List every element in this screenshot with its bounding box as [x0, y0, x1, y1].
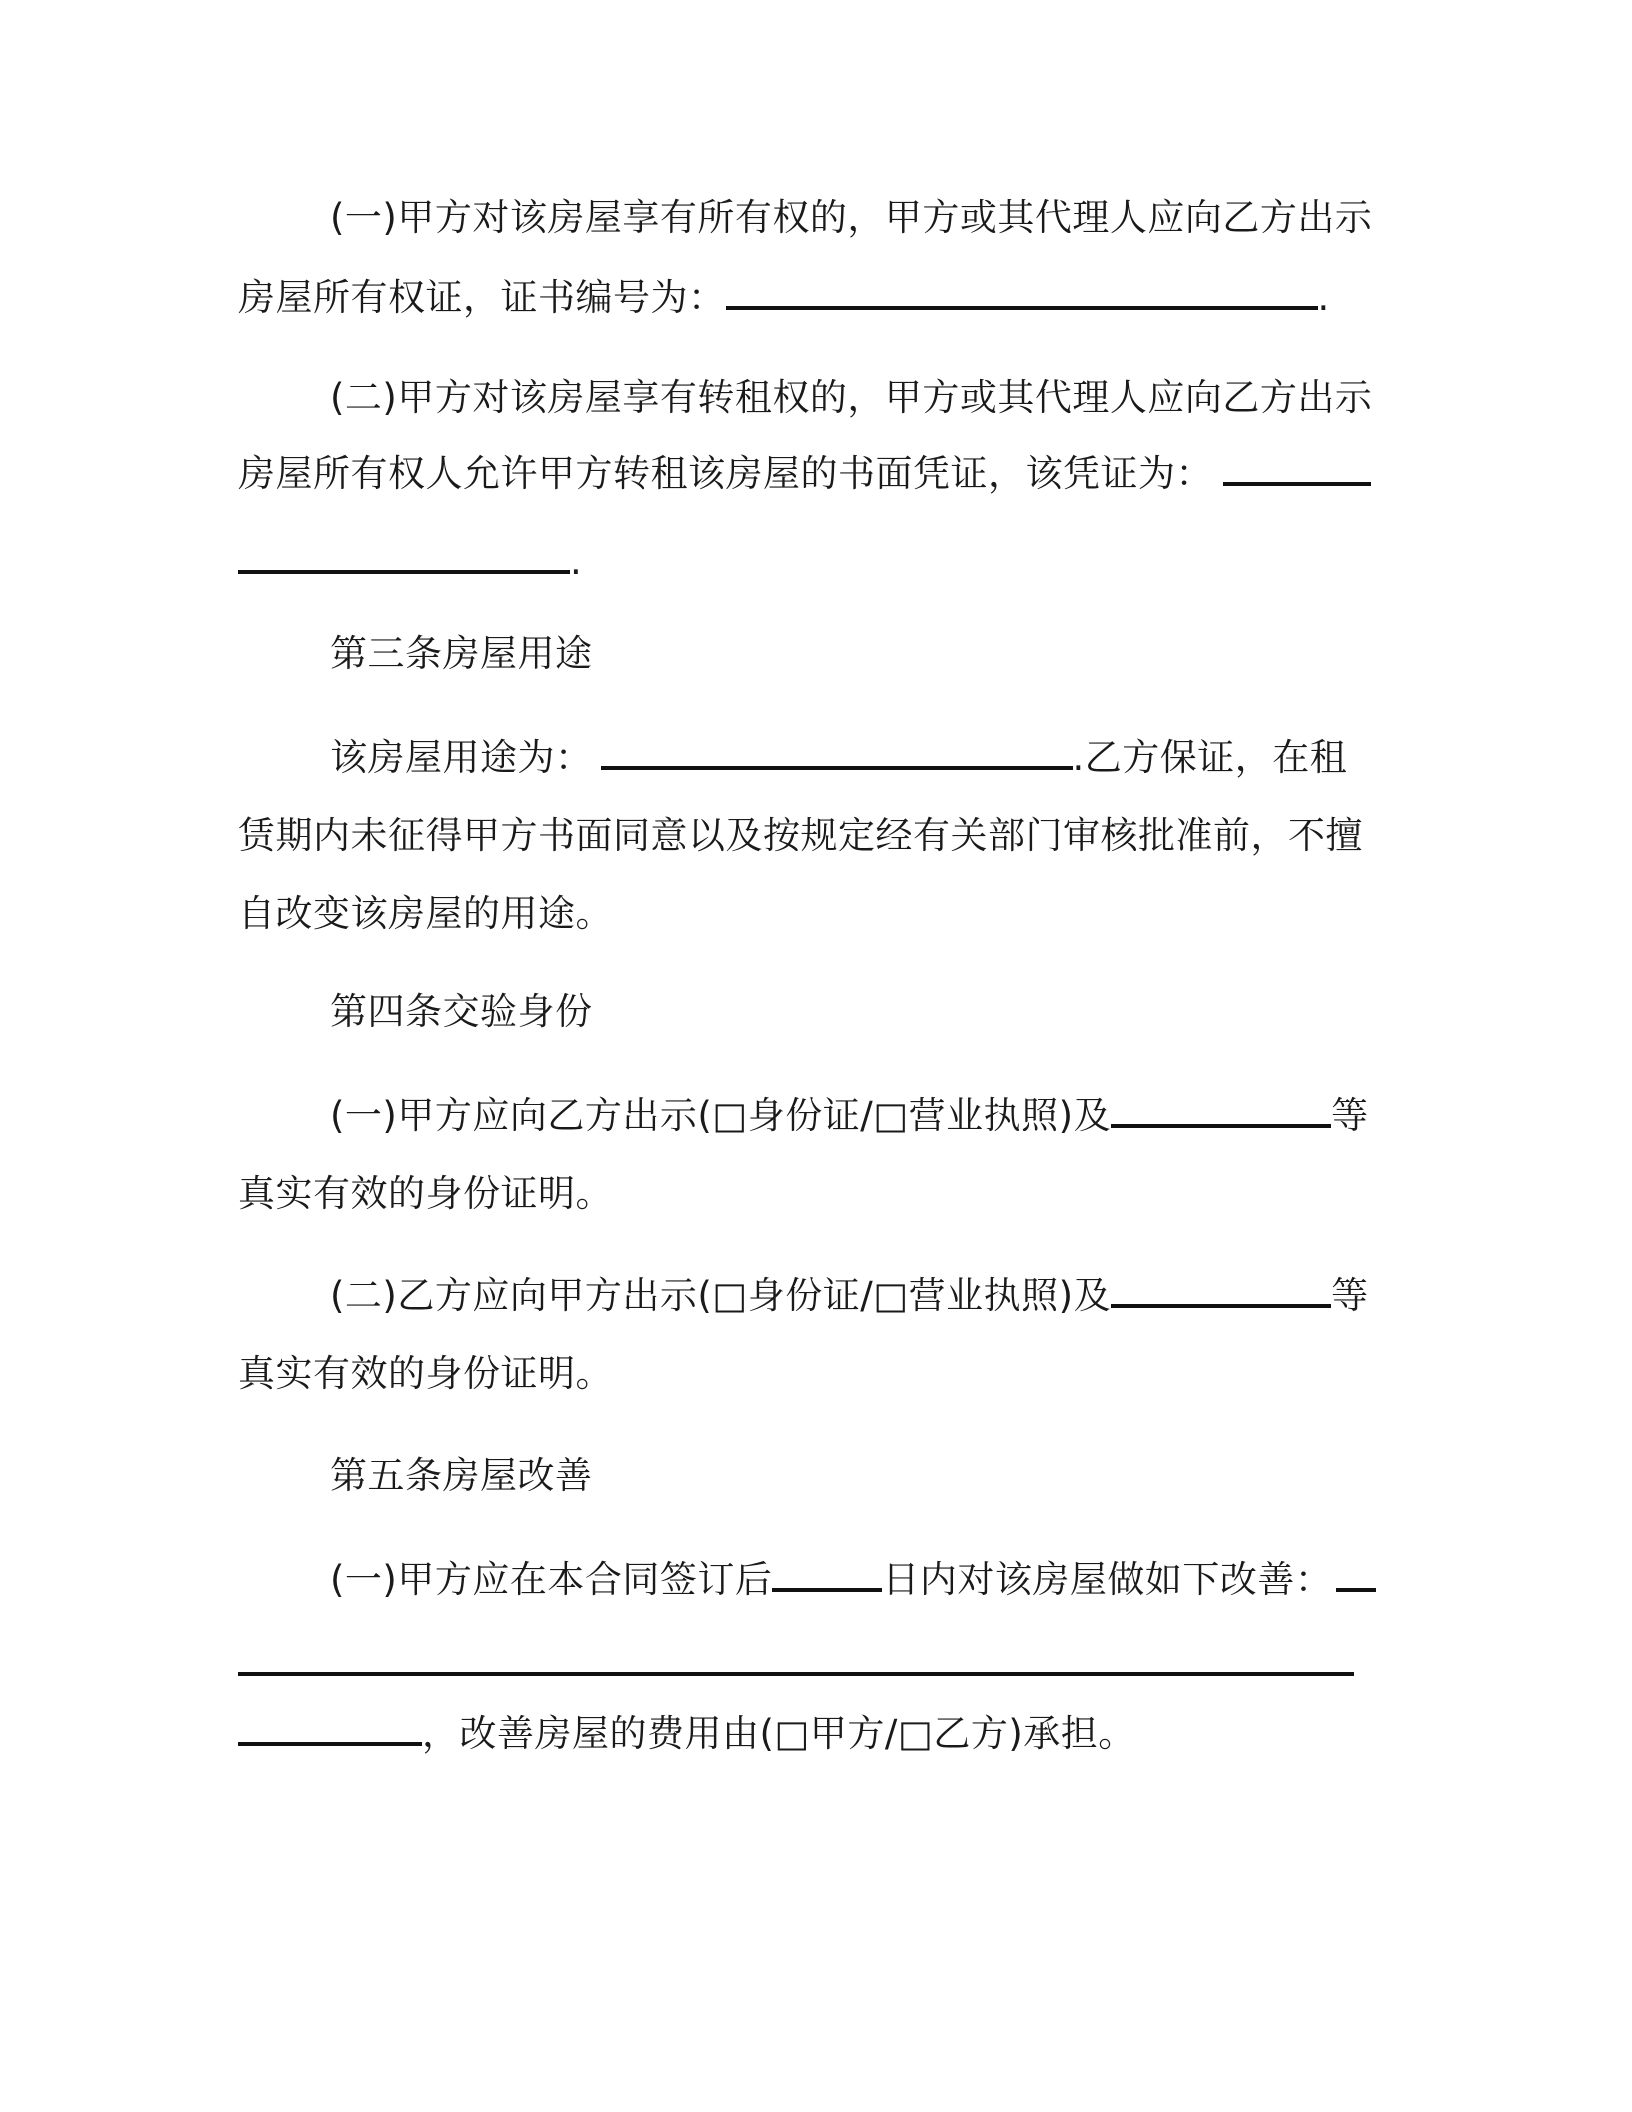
clause-2-text: (二)甲方对该房屋享有转租权的，甲方或其代理人应向乙方出示	[330, 376, 1373, 419]
article-3-line-3	[238, 892, 613, 936]
party-a-id-text-2: 真实有效的身份证明。	[238, 1172, 613, 1215]
party-a-id-blank	[1111, 1094, 1331, 1128]
etc-text: 等	[1331, 1274, 1369, 1317]
party-a-id-text: (一)甲方应向乙方出示(□身份证/□营业执照)及	[330, 1094, 1112, 1137]
certificate-number-blank	[726, 276, 1318, 310]
party-b-id-text-2: 真实有效的身份证明。	[238, 1352, 613, 1395]
article-3-heading	[330, 632, 593, 676]
clause-2-line-3	[238, 540, 582, 584]
sublet-voucher-label: 房屋所有权人允许甲方转租该房屋的书面凭证，该凭证为：	[238, 452, 1213, 495]
article-5-heading-text: 第五条房屋改善	[330, 1454, 593, 1497]
period: .	[570, 540, 583, 583]
article-4-clause-2-line-2	[238, 1352, 613, 1396]
article-3-text-2: 赁期内未征得甲方书面同意以及按规定经有关部门审核批准前，不擅	[238, 814, 1363, 857]
clause-2-line-1	[330, 376, 1372, 420]
usage-blank	[601, 736, 1073, 770]
certificate-number-label: 房屋所有权证，证书编号为：	[238, 276, 726, 319]
clause-1-text: (一)甲方对该房屋享有所有权的，甲方或其代理人应向乙方出示	[330, 196, 1373, 239]
improvement-days-text: (一)甲方应在本合同签订后	[330, 1558, 773, 1601]
improvement-blank-3	[238, 1712, 422, 1746]
period: .	[1317, 276, 1330, 319]
article-4-clause-2-line-1	[330, 1274, 1369, 1318]
sublet-voucher-blank-2	[238, 540, 570, 574]
article-5-clause-1-line-1	[330, 1558, 1376, 1602]
party-b-id-blank	[1111, 1274, 1331, 1308]
article-3-line-1	[330, 736, 1347, 780]
usage-label: 该房屋用途为：	[330, 736, 593, 779]
clause-2-line-2	[238, 452, 1371, 496]
clause-1-line-1	[330, 196, 1372, 240]
article-5-clause-1-line-3	[238, 1712, 1136, 1756]
clause-1-line-2	[238, 276, 1330, 320]
article-4-clause-1-line-1	[330, 1094, 1369, 1138]
article-4-heading	[330, 990, 593, 1034]
sublet-voucher-blank-1	[1223, 452, 1371, 486]
improvement-blank-1	[1336, 1558, 1376, 1592]
article-4-heading-text: 第四条交验身份	[330, 990, 593, 1033]
article-4-clause-1-line-2	[238, 1172, 613, 1216]
party-b-id-text: (二)乙方应向甲方出示(□身份证/□营业执照)及	[330, 1274, 1112, 1317]
etc-text: 等	[1331, 1094, 1369, 1137]
usage-guarantee-text: .乙方保证，在租	[1072, 736, 1348, 779]
article-5-heading	[330, 1454, 593, 1498]
improvement-days-blank	[772, 1558, 882, 1592]
article-3-text-3: 自改变该房屋的用途。	[238, 892, 613, 935]
article-3-line-2	[238, 814, 1363, 858]
improvement-list-text: 日内对该房屋做如下改善：	[882, 1558, 1333, 1601]
article-3-heading-text: 第三条房屋用途	[330, 632, 593, 675]
improvement-blank-2	[238, 1672, 1354, 1676]
improvement-cost-text: ，改善房屋的费用由(□甲方/□乙方)承担。	[422, 1712, 1136, 1755]
